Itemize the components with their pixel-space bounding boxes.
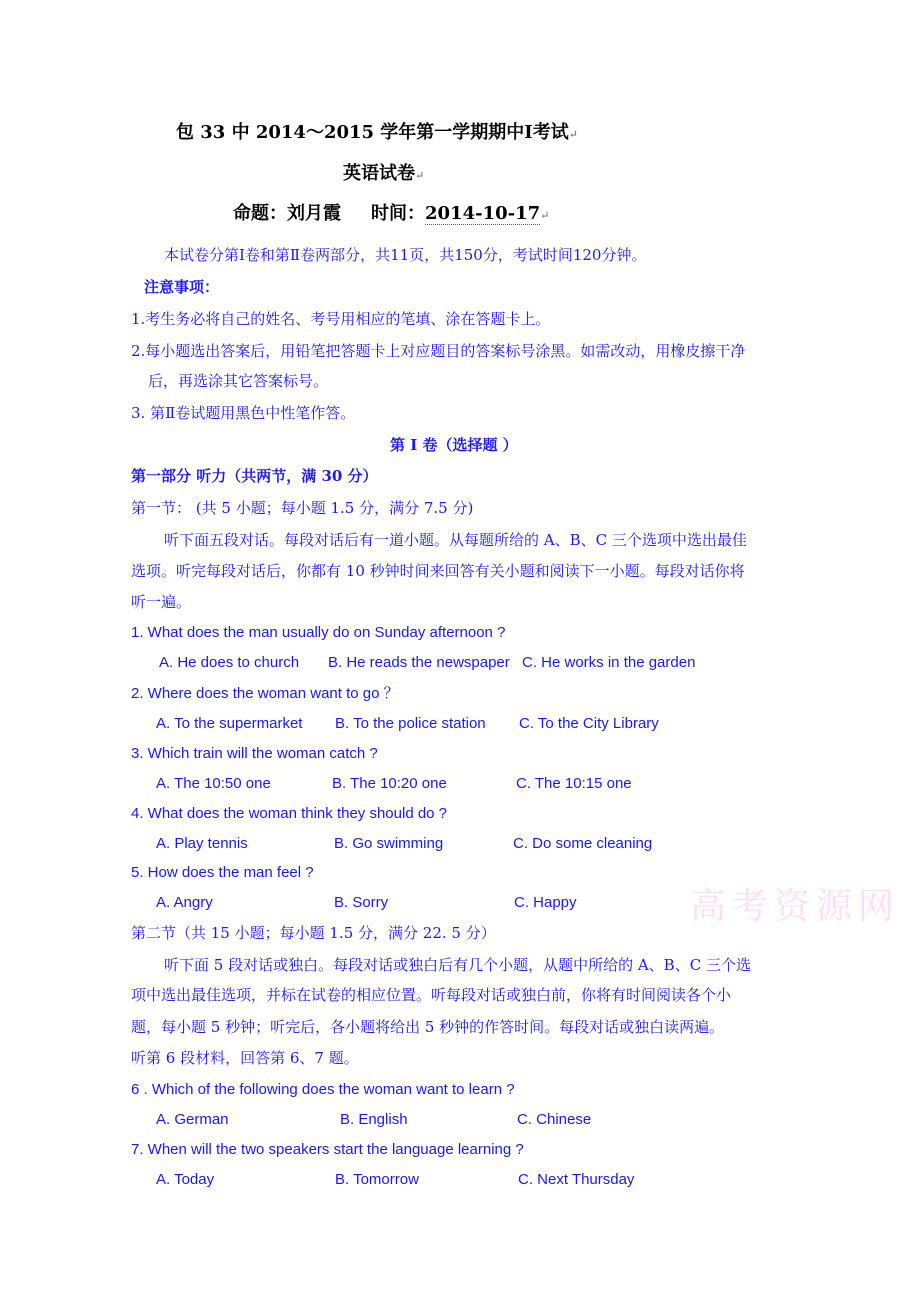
option: B. To the police station (335, 715, 486, 732)
note-item: 3. 第Ⅱ卷试题用黑色中性笔作答。 (131, 404, 356, 422)
note-item: 2.每小题选出答案后，用铅笔把答题卡上对应题目的答案标号涂黑。如需改动，用橡皮擦干净 (131, 342, 746, 360)
volume-title: 第 Ⅰ 卷（选择题 ） (390, 436, 518, 454)
question-1: 1. What does the man usually do on Sunday afternoon ? (131, 624, 506, 641)
option: B. English (340, 1111, 408, 1128)
option: B. He reads the newspaper (328, 654, 510, 671)
option: A. To the supermarket (156, 715, 303, 732)
subject-title: 英语试卷↵ (343, 163, 425, 184)
option: C. Chinese (517, 1111, 592, 1128)
option: C. To the City Library (519, 715, 659, 732)
instruction-line: 项中选出最佳选项，并标在试卷的相应位置。听每段对话或独白前，你将有时间阅读各个小 (131, 986, 732, 1004)
option: C. He works in the garden (522, 654, 696, 671)
notes-heading: 注意事项： (144, 278, 220, 296)
option: C. Next Thursday (518, 1171, 635, 1188)
note-item: 1.考生务必将自己的姓名、考号用相应的笔填、涂在答题卡上。 (131, 310, 551, 328)
exam-date: 2014-10-17 (425, 203, 541, 224)
section2-title: 第二节（共 15 小题；每小题 1.5 分，满分 22. 5 分） (131, 924, 496, 942)
instruction-line: 题，每小题 5 秒钟；听完后，各小题将给出 5 秒钟的作答时间。每段对话或独白读两遍。 (131, 1018, 725, 1036)
instruction-line: 听下面 5 段对话或独白。每段对话或独白后有几个小题，从题中所给的 A、B、C 三个选 (164, 956, 751, 974)
instruction-line: 听一遍。 (131, 593, 192, 611)
instruction-line: 听下面五段对话。每段对话后有一道小题。从每题所给的 A、B、C 三个选项中选出最佳 (164, 531, 747, 549)
option: A. Play tennis (156, 835, 248, 852)
note-item-cont: 后，再选涂其它答案标号。 (148, 372, 329, 390)
option: A. The 10:50 one (156, 775, 271, 792)
section1-title: 第一节： (共 5 小题；每小题 1.5 分，满分 7.5 分) (131, 499, 474, 517)
option: B. Tomorrow (335, 1171, 419, 1188)
part1-title: 第一部分 听力（共两节，满 30 分） (131, 467, 378, 485)
option: B. Sorry (334, 894, 389, 911)
author-date-line: 命题：刘月霞 时间：2014-10-17↵ (233, 203, 550, 224)
question-5: 5. How does the man feel ? (131, 864, 314, 881)
watermark: 高考资源网 (690, 886, 901, 927)
exam-title: 包 33 中 2014～2015 学年第一学期期中Ⅰ考试↵ (176, 122, 578, 143)
material-instruction: 听第 6 段材料，回答第 6、7 题。 (131, 1049, 359, 1067)
question-3: 3. Which train will the woman catch ? (131, 745, 378, 762)
intro-text: 本试卷分第Ⅰ卷和第Ⅱ卷两部分，共11页，共150分，考试时间120分钟。 (164, 246, 647, 264)
option: B. The 10:20 one (332, 775, 447, 792)
option: C. Do some cleaning (513, 835, 653, 852)
option: C. Happy (514, 894, 577, 911)
option: A. Today (156, 1171, 215, 1188)
option: A. German (156, 1111, 229, 1128)
option: C. The 10:15 one (516, 775, 632, 792)
option: B. Go swimming (334, 835, 444, 852)
question-2: 2. Where does the woman want to go ？ (131, 685, 399, 702)
option: A. He does to church (159, 654, 300, 671)
question-6: 6 . Which of the following does the woman want to learn ? (131, 1081, 515, 1098)
option: A. Angry (156, 894, 213, 911)
question-4: 4. What does the woman think they should do ? (131, 805, 448, 822)
question-7: 7. When will the two speakers start the language learning ? (131, 1141, 524, 1158)
instruction-line: 选项。听完每段对话后，你都有 10 秒钟时间来回答有关小题和阅读下一小题。每段对话你将 (131, 562, 745, 580)
